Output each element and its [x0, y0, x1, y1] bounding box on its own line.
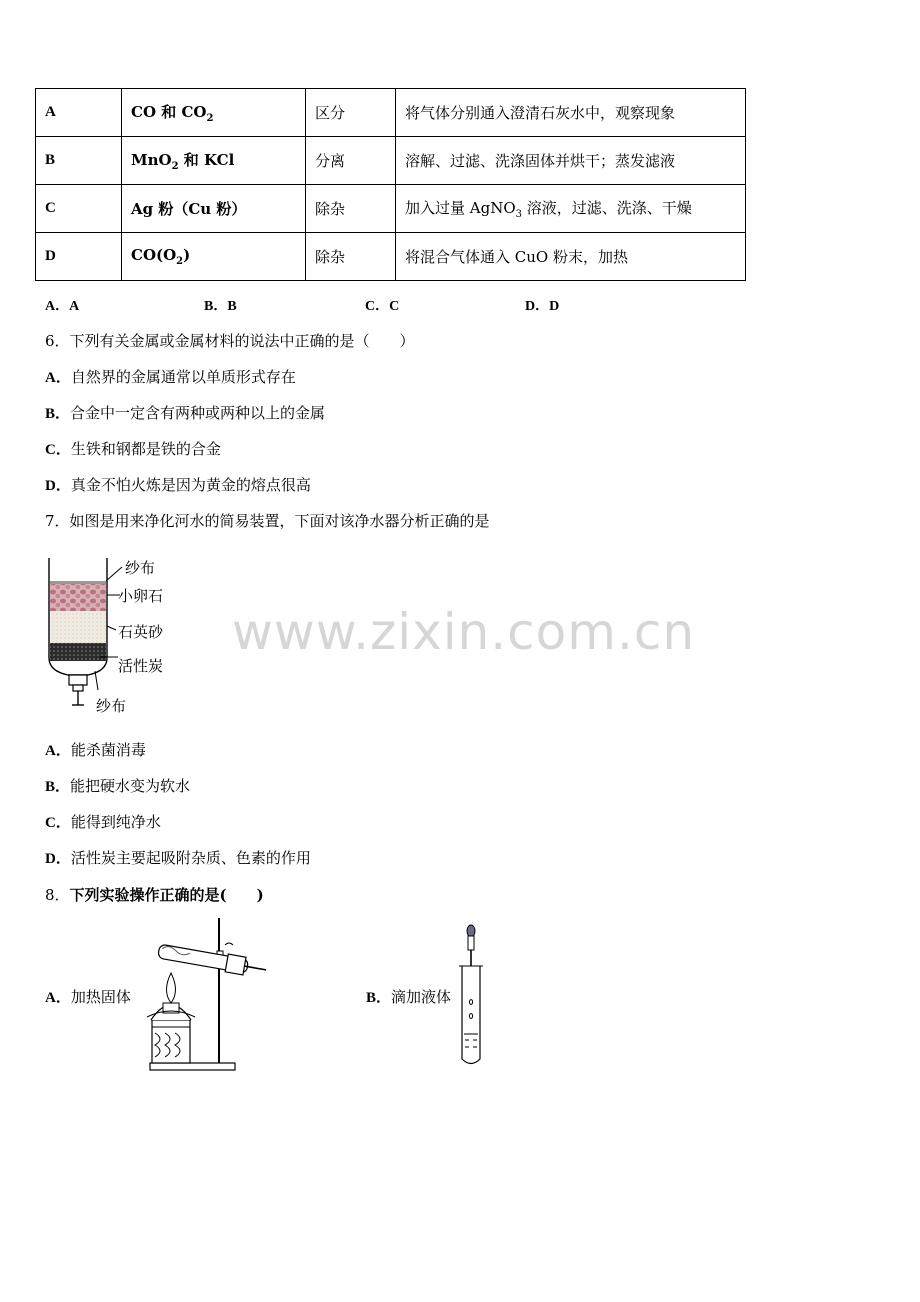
answer-option[interactable]: D．D [525, 299, 560, 314]
answer-option[interactable]: B．合金中一定含有两种或两种以上的金属 [45, 404, 326, 422]
figure-label: 活性炭 [118, 657, 164, 675]
method-cell: 加入过量 AgNO$_3$ 溶液，过滤、洗涤、干燥 [396, 185, 746, 233]
answer-option[interactable]: B．能把硬水变为软水 [45, 777, 191, 795]
answer-option[interactable]: D．真金不怕火炼是因为黄金的熔点很高 [45, 476, 311, 494]
answer-option[interactable]: C．能得到纯净水 [45, 813, 161, 831]
table-row [36, 89, 746, 137]
watermark: www.zixin.com.cn [232, 603, 696, 661]
method-cell: 将混合气体通入 CuO 粉末，加热 [396, 233, 746, 281]
figure-label: 小卵石 [118, 587, 164, 605]
answer-option[interactable]: B．滴加液体 [366, 988, 452, 1006]
purpose-cell: 除杂 [306, 233, 396, 281]
option-letter: A [36, 89, 122, 137]
method-cell: 将气体分别通入澄清石灰水中，观察现象 [396, 89, 746, 137]
answer-option[interactable]: C．C [365, 299, 400, 314]
table-row [36, 233, 746, 281]
answer-option[interactable]: A．加热固体 [45, 988, 131, 1006]
question-8-stem: 8．下列实验操作正确的是( ) [45, 886, 264, 904]
figure-label: 纱布 [125, 559, 156, 577]
question-6-stem: 6．下列有关金属或金属材料的说法中正确的是（ ） [45, 332, 415, 350]
table-row [36, 137, 746, 185]
answer-option[interactable]: D．活性炭主要起吸附杂质、色素的作用 [45, 849, 311, 867]
table-row [36, 185, 746, 233]
water-purifier-figure [40, 553, 190, 718]
purpose-cell: 分离 [306, 137, 396, 185]
question-5-table [35, 88, 746, 281]
answer-option[interactable]: C．生铁和钢都是铁的合金 [45, 440, 221, 458]
substance-cell: $CO(O_2)$ [122, 233, 306, 281]
figure-label: 石英砂 [118, 623, 164, 641]
substance-cell: Ag 粉（Cu 粉） [122, 185, 306, 233]
option-letter: B [36, 137, 122, 185]
figure-label: 纱布 [96, 697, 127, 715]
answer-option[interactable]: A．A [45, 299, 80, 314]
question-7-stem: 7．如图是用来净化河水的简易装置，下面对该净水器分析正确的是 [45, 512, 490, 530]
method-cell: 溶解、过滤、洗涤固体并烘干；蒸发滤液 [396, 137, 746, 185]
answer-option[interactable]: A．自然界的金属通常以单质形式存在 [45, 368, 296, 386]
substance-cell: CO 和 $CO_2$ [122, 89, 306, 137]
option-letter: C [36, 185, 122, 233]
purpose-cell: 除杂 [306, 185, 396, 233]
heating-solid-figure [145, 915, 275, 1075]
answer-option[interactable]: A．能杀菌消毒 [45, 741, 146, 759]
substance-cell: MnO$_2$ 和 KCl [122, 137, 306, 185]
dropper-figure [455, 924, 490, 1069]
option-letter: D [36, 233, 122, 281]
purpose-cell: 区分 [306, 89, 396, 137]
answer-option[interactable]: B．B [204, 299, 237, 314]
